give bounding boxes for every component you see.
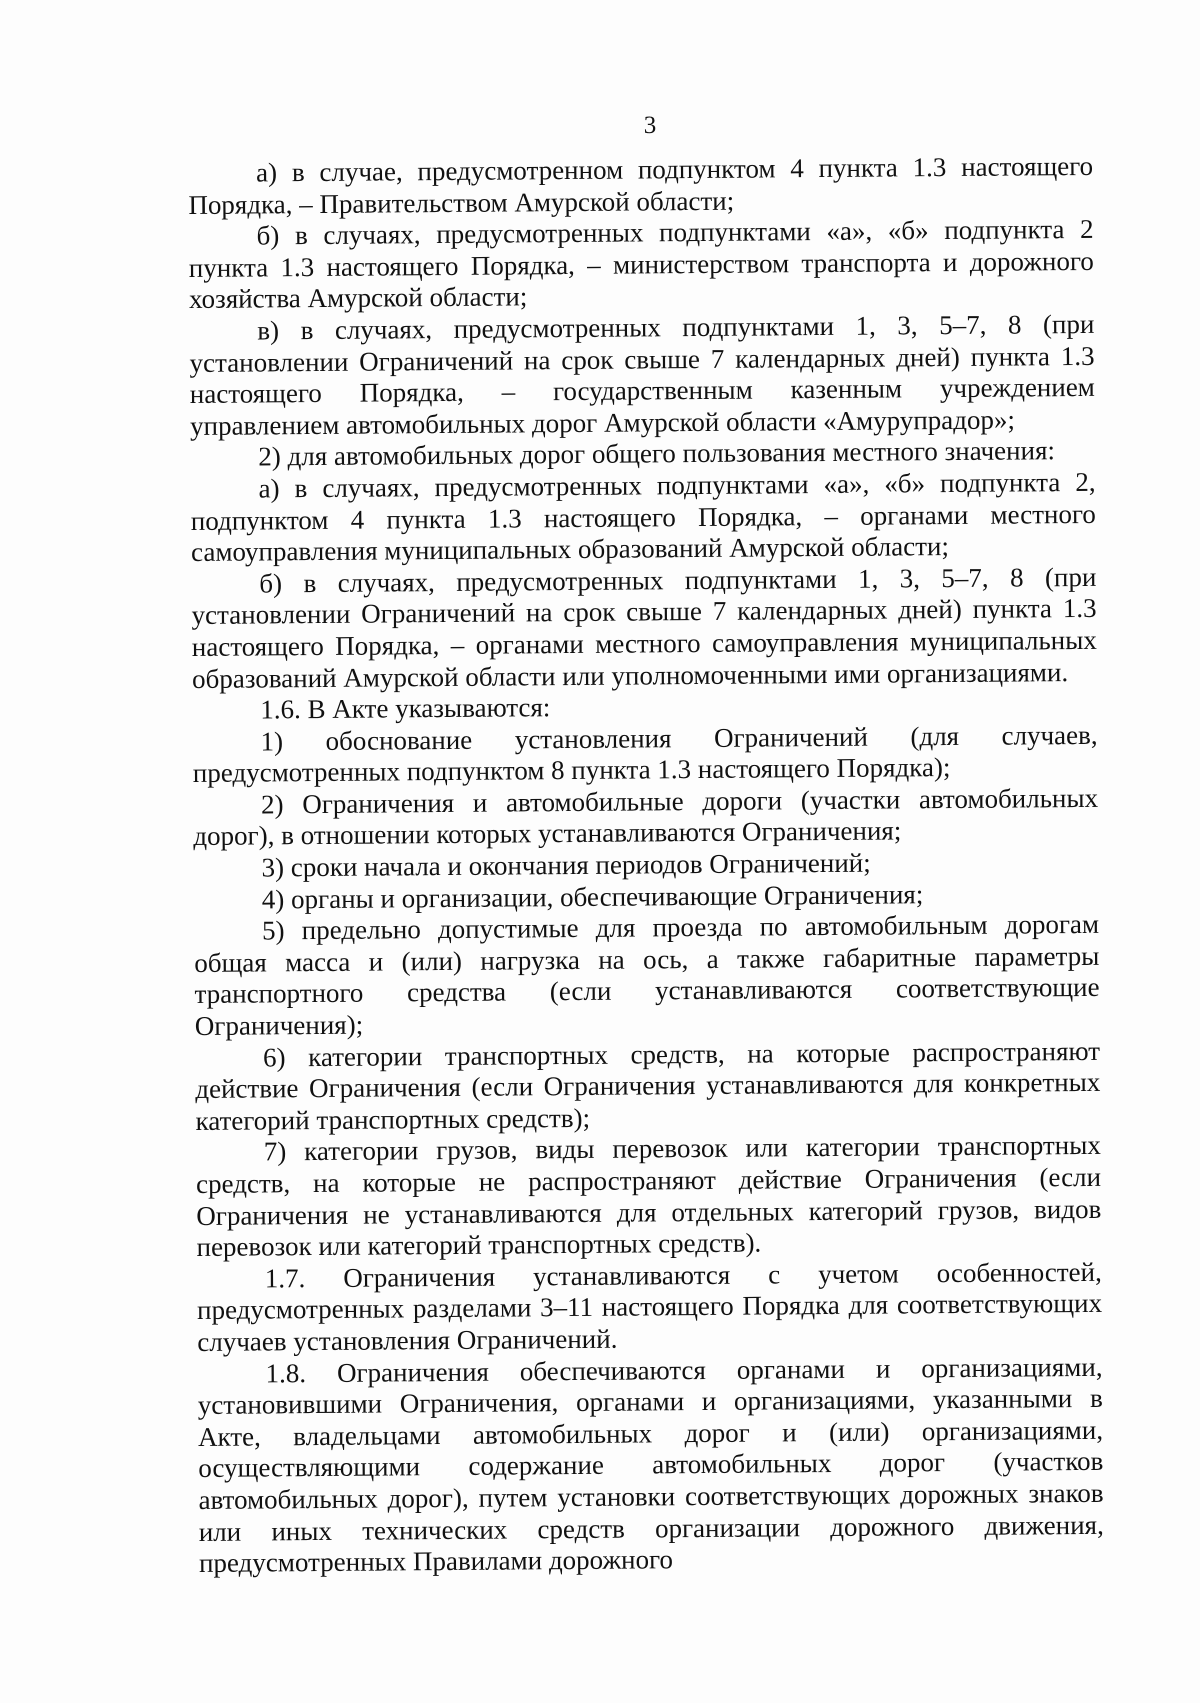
section-1-6-heading: 1.6. В Акте указываются: bbox=[260, 692, 551, 725]
list-item-7: 7) категории грузов, виды перевозок или категории транспортных средств, на которые не распространяют действие Ограничения (если Ограничения не устанавливаются для отдельных категорий грузов, видов перевозок или категорий транспортных средств). bbox=[195, 1130, 1102, 1263]
list-item-2: 2) Ограничения и автомобильные дороги (участки автомобильных дорог), в отношении которых устанавливаются Ограничения; bbox=[193, 782, 1099, 852]
list-item-3: 3) сроки начала и окончания периодов Ограничений; bbox=[261, 847, 871, 883]
paragraph-2b: б) в случаях, предусмотренных подпунктами 1, 3, 5–7, 8 (при установлении Ограничений на срок свыше 7 календарных дней) пункта 1.3 настоящего Порядка, – органами местного самоуправления муниципальных образований Амурской области или уполномоченными ими организациями. bbox=[191, 561, 1097, 694]
paragraph-1a: а) в случае, предусмотренном подпунктом 4 пункта 1.3 настоящего Порядка, – Правительством Амурской области; bbox=[188, 150, 1094, 220]
paragraph-1v: в) в случаях, предусмотренных подпунктами 1, 3, 5–7, 8 (при установлении Ограничений на срок свыше 7 календарных дней) пункта 1.3 настоящего Порядка, – государственным казенным учреждением управлением автомобильных дорог Амурской области «Амурупрадор»; bbox=[189, 308, 1095, 441]
section-1-8: 1.8. Ограничения обеспечиваются органами и организациями, установившими Ограничения, органами и организациями, указанными в Акте, владельцами автомобильных дорог и (или) организациями, осуществляющими содержание автомобильных дорог (участков автомобильных дорог), путем установки соответствующих дорожных знаков или иных технических средств организации дорожного движения, предусмотренных Правилами дорожного bbox=[197, 1351, 1104, 1579]
paragraph-2: 2) для автомобильных дорог общего пользования местного значения: bbox=[258, 435, 1056, 472]
list-item-4: 4) органы и организации, обеспечивающие Ограничения; bbox=[261, 878, 924, 915]
document-body bbox=[188, 151, 1104, 1580]
page-number: 3 bbox=[643, 112, 657, 139]
paragraph-1b: б) в случаях, предусмотренных подпунктами «а», «б» подпункта 2 пункта 1.3 настоящего Порядка, – министерством транспорта и дорожного хозяйства Амурской области; bbox=[188, 214, 1094, 315]
list-item-1: 1) обоснование установления Ограничений (для случаев, предусмотренных подпунктом 8 пункта 1.3 настоящего Порядка); bbox=[192, 719, 1098, 789]
section-1-7: 1.7. Ограничения устанавливаются с учетом особенностей, предусмотренных разделами 3–11 настоящего Порядка для соответствующих случаев установления Ограничений. bbox=[196, 1256, 1103, 1357]
paragraph-2a: а) в случаях, предусмотренных подпунктами «а», «б» подпункта 2, подпунктом 4 пункта 1.3 настоящего Порядка, – органами местного самоуправления муниципальных образований Амурской области; bbox=[190, 466, 1096, 568]
list-item-6: 6) категории транспортных средств, на которые распространяют действие Ограничения (если Ограничения устанавливаются для конкретных категорий транспортных средств); bbox=[195, 1035, 1101, 1136]
list-item-5: 5) предельно допустимые для проезда по автомобильным дорогам общая масса и (или) нагрузка на ось, а также габаритные параметры транспортного средства (если устанавливаются соответствующие Ограничения); bbox=[194, 909, 1100, 1042]
